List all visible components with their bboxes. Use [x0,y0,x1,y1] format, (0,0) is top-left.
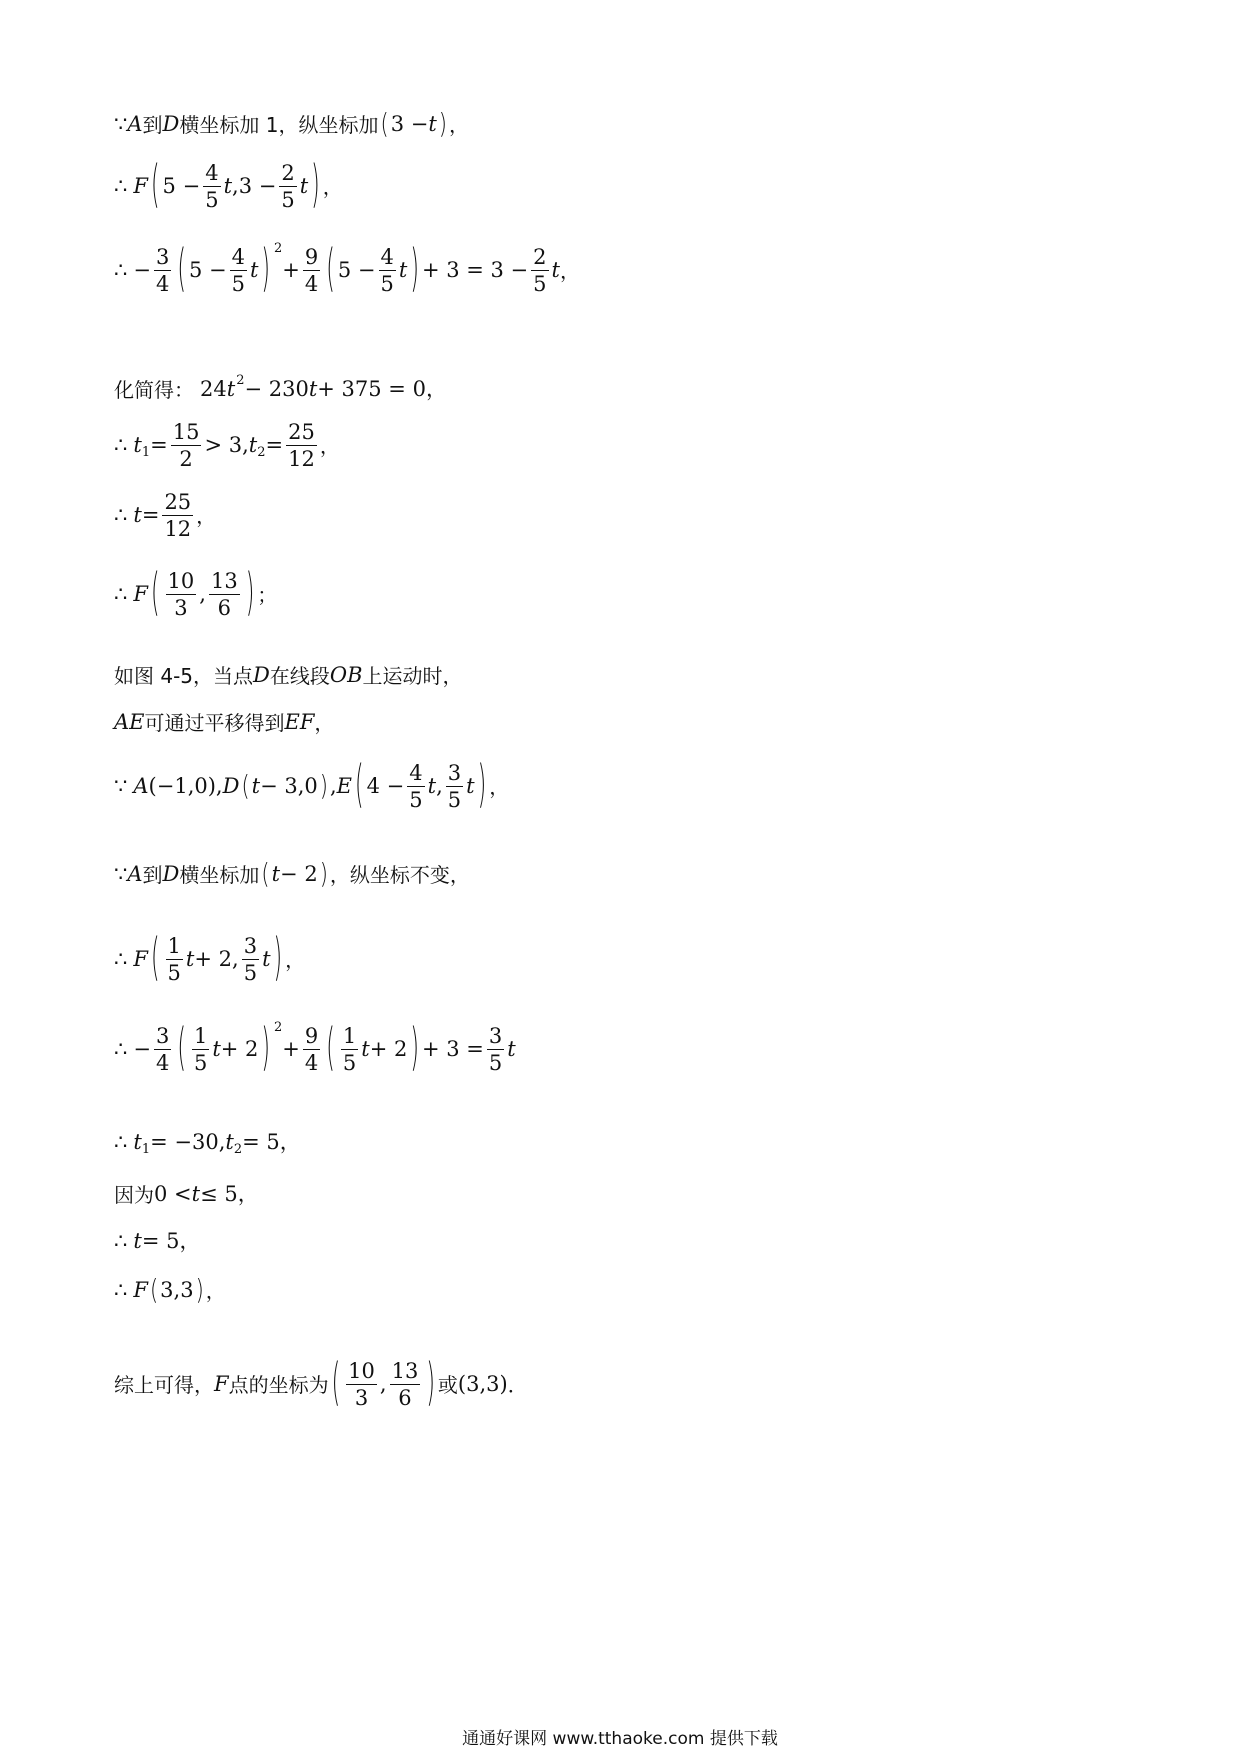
because-symbol: ∵ [114,862,128,886]
fraction [531,246,548,295]
var-t: t [225,1130,234,1154]
therefore-symbol: ∴ [114,1037,128,1062]
paren: ) [261,240,271,299]
text: 因为 [114,1182,154,1207]
text: 或 [437,1372,458,1397]
fraction [171,421,202,470]
numerator: 3 [154,246,171,271]
expr: + 2, [194,947,239,972]
line-16 [114,1231,200,1252]
fraction [407,762,424,811]
var-F: F [133,174,148,199]
subscript: 1 [141,445,151,461]
line-13: ∴ − $\frac{3}{4}$ ( $\frac{1}{5}$ t + 2 ) 2 + $\frac{9}{4}$ ( $\frac{1}{5}$ t + 2 ) + 3 = $\frac{3}{5}$ t [114,1019,516,1078]
expr: , [436,774,443,799]
punct: ， [285,947,306,972]
text: 可通过平移得到 [144,710,285,735]
var-t: t [212,1037,221,1062]
paren: ( [326,240,335,299]
var-t: t [133,433,142,458]
numerator: 1 [166,935,183,960]
denominator: 4 [304,272,319,297]
fraction [279,162,296,211]
fraction [166,935,183,984]
denominator: 5 [243,961,258,986]
text: ，纵坐标不变， [329,862,470,887]
punct: ， [319,433,340,458]
numerator: 3 [446,762,463,787]
because-symbol: ∵ [114,774,128,799]
therefore-symbol: ∴ [114,1278,128,1302]
fraction [346,1360,377,1409]
expr: + 2 [220,1037,259,1062]
var-t: t [249,258,259,283]
var-t: t [308,377,318,401]
paren: ( [150,156,160,215]
numerator: 25 [162,491,193,516]
punct: ， [205,1278,226,1303]
var-A: A [133,774,149,799]
expr: + 375 = 0， [317,377,447,401]
footer-credit: 通通好课网 www.tthaoke.com 提供下载 [462,1729,778,1749]
denominator: 5 [193,1051,208,1076]
line-9 [114,712,334,733]
var-F: F [214,1372,229,1397]
var-t: t [133,1130,142,1154]
var-t: t [466,774,475,799]
var-t: t [185,947,195,972]
paren: ) [477,756,487,815]
fraction [209,570,240,619]
var-D: D [222,774,240,799]
line-4 [114,373,447,402]
var-t: t [361,1037,370,1062]
fraction [303,1025,320,1074]
var-t: t [226,377,236,401]
fraction [341,1025,358,1074]
numerator: 9 [303,246,320,271]
punct: ， [314,710,335,735]
expr: > 3, [204,433,249,458]
expr: 5 − [188,258,227,283]
punct: ． [507,1372,528,1397]
numerator: 13 [209,570,240,595]
expr: , [379,1372,387,1397]
operator: + [282,258,300,283]
var-t: t [428,112,437,136]
var-t: t [251,774,261,799]
paren: ( [331,1354,341,1413]
fraction [230,246,247,295]
fraction [154,1025,171,1074]
text: 横坐标加 [179,862,260,887]
paren: ) [245,564,255,623]
line-8 [114,665,463,686]
fraction [166,570,197,619]
var-D: D [253,663,270,687]
paren: ( [241,770,250,802]
var-D: D [162,112,180,136]
expr: 0 < [154,1182,192,1206]
var-A: A [127,112,143,136]
exponent: 2 [274,1020,283,1036]
therefore-symbol: ∴ [114,1229,128,1253]
fraction [487,1025,504,1074]
paren: ( [150,929,160,988]
expr: ,3 − [232,174,277,199]
var-t: t [398,258,408,283]
numerator: 2 [531,246,548,271]
paren: ) [273,929,283,988]
expr: 24 [200,377,227,401]
line-7 [114,564,278,623]
var-t: t [299,174,309,199]
var-t: t [223,174,233,199]
text: 上运动时， [362,663,463,688]
therefore-symbol: ∴ [114,258,128,283]
fraction [303,246,320,295]
expr: = 5， [141,1229,201,1253]
denominator: 12 [288,447,315,472]
paren: ) [410,240,419,299]
var-t: t [262,947,271,972]
numerator: 2 [279,162,296,187]
paren: ) [410,1019,419,1078]
numerator: 10 [166,570,197,595]
denominator: 4 [155,272,170,297]
denominator: 5 [447,788,462,813]
fraction [154,246,171,295]
text: 综上可得， [114,1372,214,1397]
expr: = [141,503,160,528]
line-11 [114,858,470,890]
therefore-symbol: ∴ [114,947,128,972]
text: 在线段 [269,663,330,688]
denominator: 5 [342,1051,357,1076]
denominator: 6 [217,596,232,621]
punct: ， [489,774,510,799]
punct: ， [448,112,469,137]
subscript: 2 [233,1142,243,1157]
var-t: t [133,1229,142,1253]
text: 如图 4-5，当点 [114,663,254,688]
expr: + 3 = [421,1037,484,1062]
expr: + 3 = 3 − [421,258,529,283]
var-t: t [427,774,437,799]
paren: ( [326,1019,335,1078]
fraction [203,162,220,211]
expr: (−1,0), [148,774,223,799]
denominator: 3 [174,596,188,621]
operator: + [282,1037,300,1062]
line-10: ∵ A (−1,0), D ( t − 3,0 ) , E ( 4 − $\frac{4}{5}$ t , $\frac{3}{5}$ t ) ， [114,756,510,815]
paren: ) [261,1019,271,1078]
var-t: t [191,1182,201,1206]
paren: ) [195,1274,204,1306]
expr: 5 − [337,258,376,283]
punct: ， [559,258,580,283]
expr: (3,3) [457,1372,508,1397]
expr: ≤ 5， [200,1182,259,1206]
numerator: 15 [171,421,202,446]
line-15 [114,1184,259,1205]
text: 到 [142,862,163,887]
var-F: F [133,947,148,972]
expr: − 2 [280,862,318,886]
paren: ( [177,240,186,299]
denominator: 5 [167,961,181,986]
numerator: 3 [487,1025,504,1050]
paren: ) [311,156,320,215]
denominator: 6 [398,1386,412,1411]
numerator: 13 [390,1360,421,1385]
exponent: 2 [236,373,245,388]
fraction [379,246,396,295]
denominator: 5 [488,1051,503,1076]
paren: ( [150,564,160,623]
line-6 [114,491,216,540]
expr: 3 − [390,112,429,136]
because-symbol: ∵ [114,112,128,136]
numerator: 3 [242,935,259,960]
therefore-symbol: ∴ [114,174,128,199]
paren: ) [319,770,328,802]
denominator: 3 [354,1386,369,1411]
line-2 [114,156,343,215]
numerator: 9 [303,1025,320,1050]
var-t: t [133,503,142,528]
var-D: D [162,862,180,886]
punct: ， [322,174,343,199]
var-t: t [507,1037,516,1062]
paren: ( [380,108,389,140]
denominator: 5 [231,272,245,297]
fraction [242,935,259,984]
expr: = −30, [150,1130,226,1154]
line-12 [114,929,306,988]
denominator: 5 [380,272,394,297]
subscript: 2 [257,445,266,461]
fraction [446,762,463,811]
denominator: 2 [179,447,193,472]
expr: = [265,433,284,458]
numerator: 4 [379,246,396,271]
paren: ( [177,1019,186,1078]
var-A: A [127,862,143,886]
denominator: 5 [205,188,219,213]
numerator: 10 [346,1360,377,1385]
line-3: ∴ − $\frac{3}{4}$ ( 5 − $\frac{4}{5}$ t ) 2 + $\frac{9}{4}$ ( 5 − $\frac{4}{5}$ t ) + 3 = 3 − $\frac{2}{5}$ t ， [114,240,580,299]
line-5 [114,421,340,470]
line-18 [114,1354,528,1413]
var-OB: OB [329,663,363,687]
var-EF: EF [284,710,315,734]
therefore-symbol: ∴ [114,1130,128,1154]
var-AE: AE [114,710,145,734]
numerator: 3 [154,1025,171,1050]
var-t: t [248,433,258,458]
expr: + 2 [369,1037,408,1062]
fraction [286,421,317,470]
text: 到 [142,112,163,137]
expr: − 3,0 [260,774,318,799]
denominator: 12 [164,517,192,542]
expr: = 5， [242,1130,301,1154]
numerator: 4 [203,162,220,187]
therefore-symbol: ∴ [114,582,128,607]
numerator: 1 [341,1025,358,1050]
denominator: 5 [533,272,547,297]
denominator: 5 [281,188,295,213]
paren: ) [426,1354,435,1413]
var-F: F [133,582,148,607]
expr: = [150,433,168,458]
expr: 3,3 [160,1278,194,1302]
expr: − 230 [244,377,309,401]
therefore-symbol: ∴ [114,433,128,458]
denominator: 5 [409,788,423,813]
paren: ( [149,1274,159,1306]
var-E: E [336,774,353,799]
line-1 [114,108,469,140]
var-t: t [271,862,281,886]
subscript: 1 [141,1142,151,1157]
numerator: 1 [192,1025,209,1050]
var-F: F [133,1278,148,1302]
line-14 [114,1130,301,1157]
expr: 5 − [162,174,201,199]
fraction [162,491,193,540]
label: 化简得： [114,377,194,402]
numerator: 25 [286,421,317,446]
text: 点的坐标为 [228,1372,329,1397]
expr: 4 − [366,774,405,799]
punct: ， [196,503,217,528]
paren: ) [319,858,328,890]
fraction [390,1360,421,1409]
numerator: 4 [407,762,424,787]
paren: ) [438,108,447,140]
paren: ( [261,858,270,890]
therefore-symbol: ∴ [114,503,128,528]
paren: ( [355,756,364,815]
numerator: 4 [230,246,247,271]
denominator: 4 [155,1051,170,1076]
punct: ； [257,582,278,607]
denominator: 4 [304,1051,319,1076]
line-17 [114,1274,226,1306]
exponent: 2 [274,241,283,257]
fraction [192,1025,209,1074]
expr: , [199,582,206,607]
text: 横坐标加 1，纵坐标加 [179,112,379,137]
var-t: t [551,258,560,283]
